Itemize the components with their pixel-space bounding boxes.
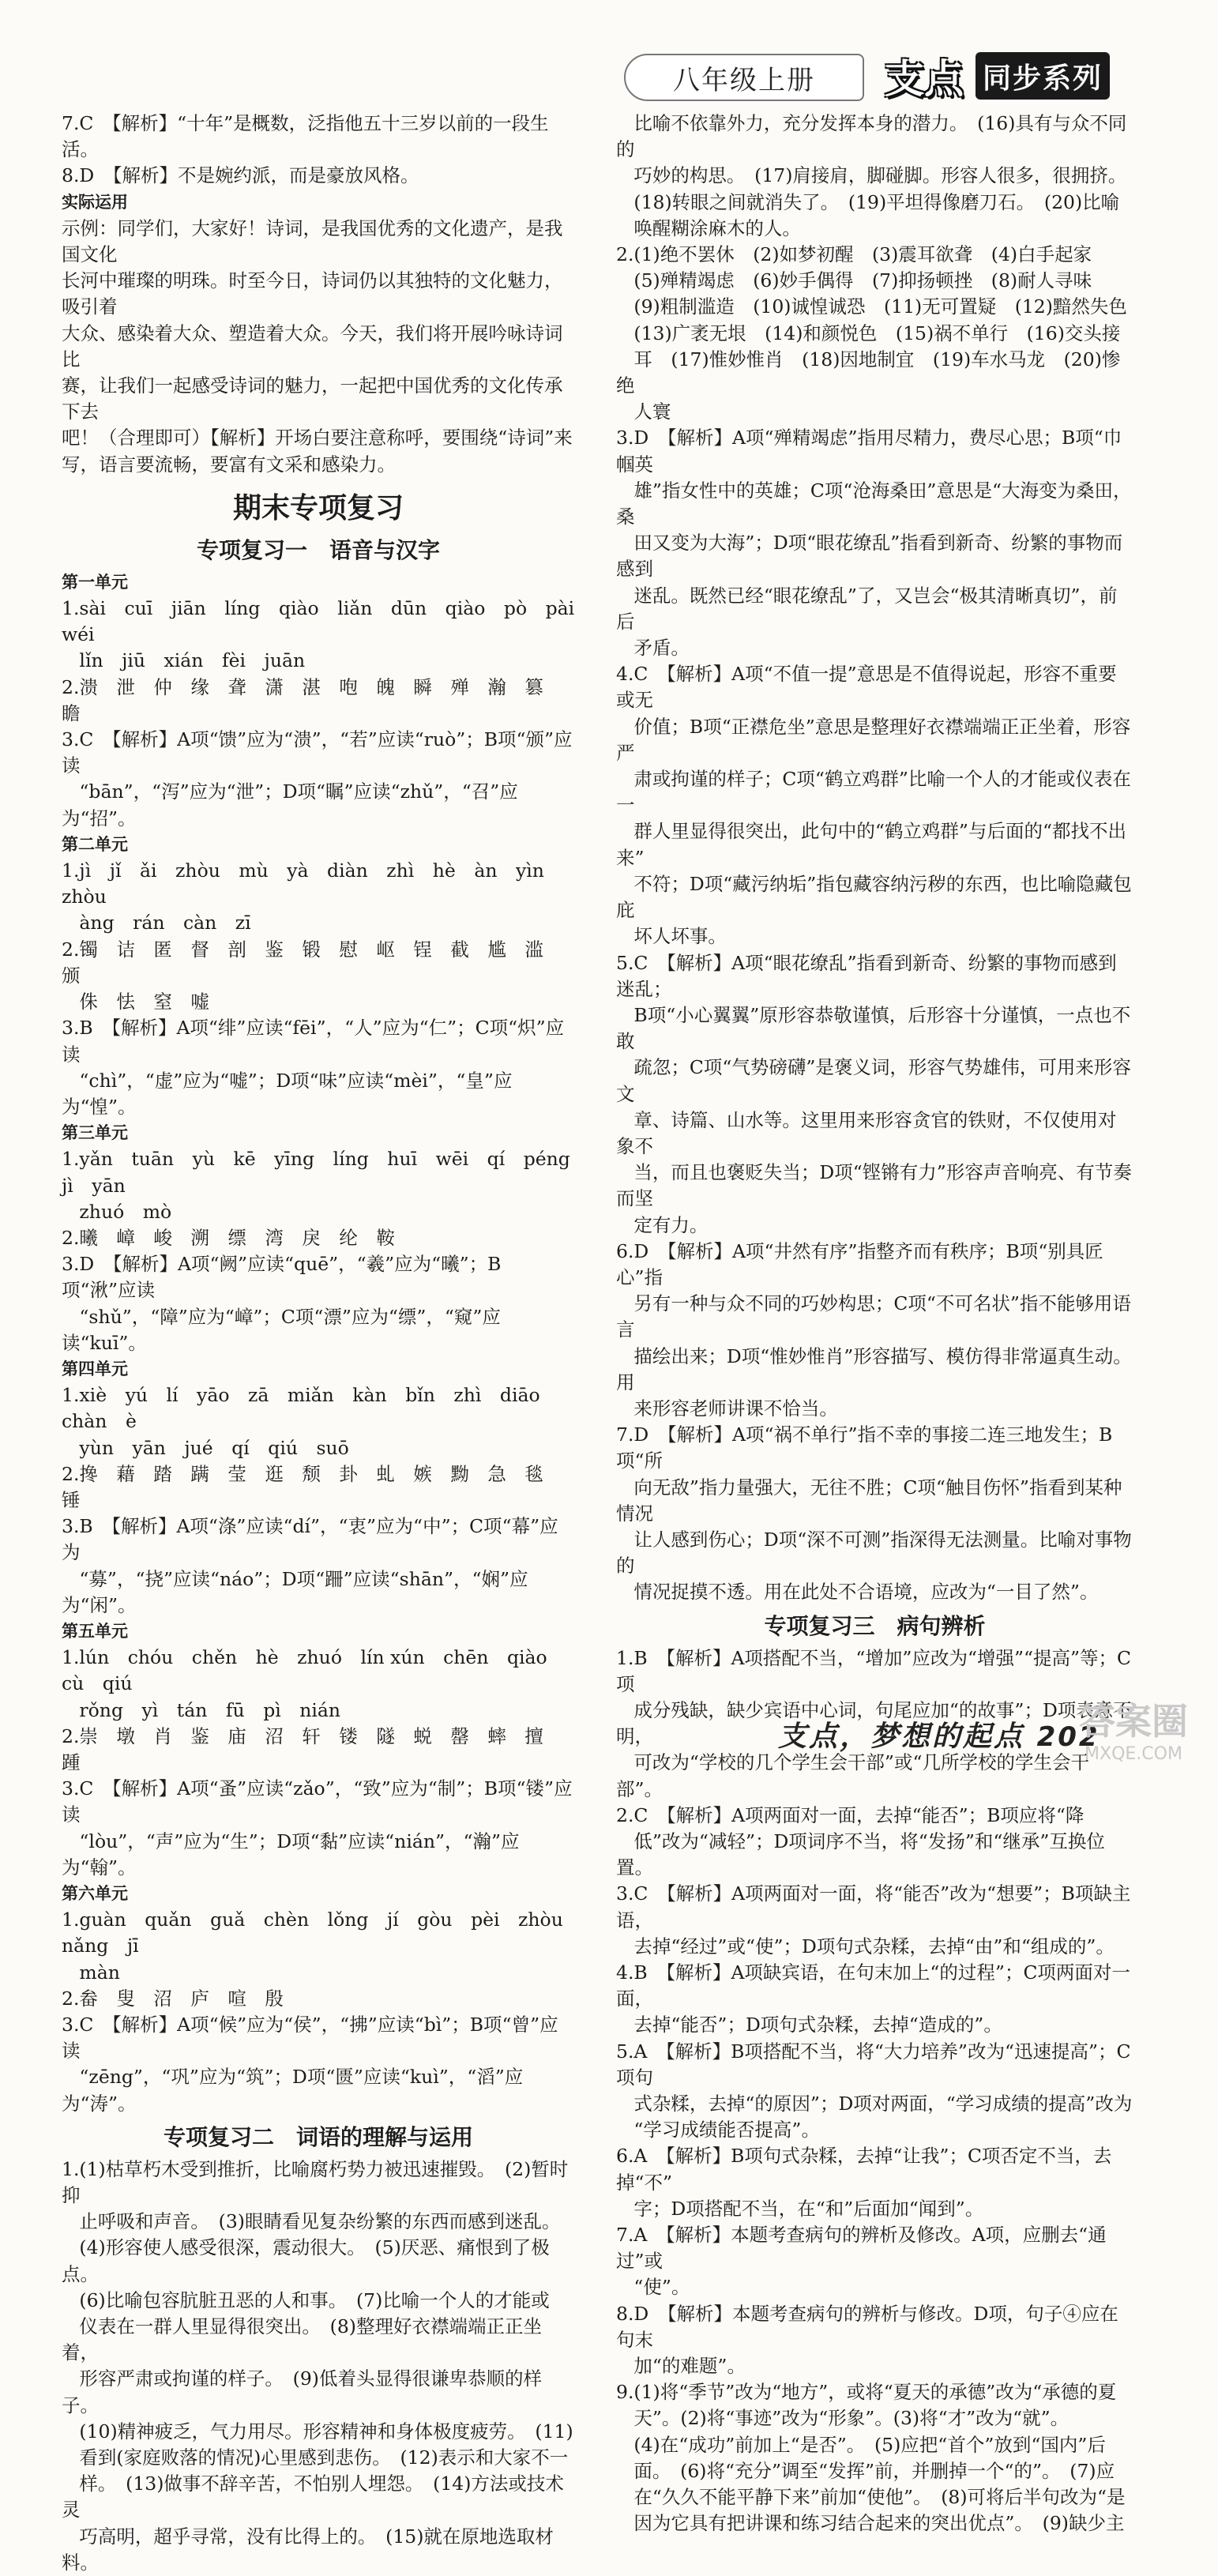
answer-line: 3.C 【解析】A项“蚤”应读“zǎo”，“致”应为“制”；B项“镂”应读 bbox=[62, 1777, 573, 1826]
answer-line: 8.D 【解析】本题考查病句的辨析与修改。D项，句子④应在句末 bbox=[616, 2302, 1118, 2351]
answer-line: 章、诗篇、山水等。这里用来形容贪官的铁财，不仅使用对象不 bbox=[616, 1108, 1117, 1157]
answer-line: 3.C 【解析】A项两面对一面，将“能否”改为“想要”；B项缺主语， bbox=[616, 1882, 1131, 1931]
answer-line: 8.D 【解析】不是婉约派，而是豪放风格。 bbox=[62, 164, 419, 187]
answer-line: 成分残缺，缺少宾语中心词，句尾应加“的故事”；D项表意不明， bbox=[616, 1698, 1132, 1748]
answer-line: 巧妙的构思。 (17)肩接肩，脚碰脚。形容人很多，很拥挤。 bbox=[616, 164, 1127, 187]
unit-heading: 第五单元 bbox=[62, 1621, 128, 1641]
watermark-main: 答案圈 bbox=[1079, 1700, 1188, 1743]
answer-line: zhuó mò bbox=[62, 1200, 172, 1223]
answer-line: 群人里显得很突出，此句中的“鹤立鸡群”与后面的“都找不出来” bbox=[616, 820, 1126, 869]
answer-line: 5.A 【解析】B项搭配不当，将“大力培养”改为“迅速提高”；C项句 bbox=[616, 2040, 1131, 2089]
answer-line: “chì”，“虚”应为“嘘”；D项“味”应读“mèi”，“皇”应为“惶”。 bbox=[62, 1069, 513, 1118]
answer-line: 6.A 【解析】B项句式杂糅，去掉“让我”；C项否定不当，去掉“不” bbox=[616, 2145, 1112, 2194]
answer-line: (18)转眼之间就消失了。 (19)平坦得像磨刀石。 (20)比喻 bbox=[616, 190, 1120, 213]
unit-heading: 第四单元 bbox=[62, 1359, 128, 1378]
answer-line: 加“的难题”。 bbox=[616, 2355, 746, 2378]
answer-line: 1.B 【解析】A项搭配不当，“增加”应改为“增强”“提高”等；C项 bbox=[616, 1646, 1131, 1695]
grade-label: 八年级上册 bbox=[624, 54, 864, 101]
answer-line: 坏人坏事。 bbox=[616, 925, 727, 948]
answer-line: 去掉“经过”或“使”；D项句式杂糅，去掉“由”和“组成的”。 bbox=[616, 1935, 1115, 1957]
unit-heading: 实际运用 bbox=[62, 192, 128, 212]
answer-line: (6)比喻包容肮脏丑恶的人和事。 (7)比喻一个人的才能或 bbox=[62, 2288, 550, 2311]
watermark-site: MXQE.COM bbox=[1085, 1744, 1182, 1764]
answer-line: 1.(1)枯草朽木受到推折，比喻腐朽势力被迅速摧毁。 (2)暂时抑 bbox=[62, 2157, 569, 2207]
answer-line: 低”改为“减轻”；D项词序不当，将“发扬”和“继承”互换位置。 bbox=[616, 1830, 1105, 1879]
answer-line: 1.xiè yú lí yāo zā miǎn kàn bǐn zhì diāo chàn è bbox=[62, 1384, 559, 1433]
answer-line: 当，而且也褒贬失当；D项“铿锵有力”形容声音响亮、有节奏而坚 bbox=[616, 1161, 1132, 1210]
answer-line: 1.sài cuī jiān líng qiào liǎn dūn qiào pò pài wéi bbox=[62, 597, 593, 646]
answer-line: “使”。 bbox=[616, 2276, 690, 2299]
answer-line: 耳 (17)惟妙惟肖 (18)因地制宜 (19)车水马龙 (20)惨绝 bbox=[616, 348, 1121, 397]
answer-line: 描绘出来；D项“惟妙惟肖”形容描写、模仿得非常逼真生动。用 bbox=[616, 1344, 1132, 1393]
answer-line: 形容严肃或拘谨的样子。 (9)低着头显得很谦卑恭顺的样子。 bbox=[62, 2367, 542, 2416]
answer-line: 2.镯 诘 匿 督 剖 鉴 锻 慰 岖 锃 截 尴 滥 颁 bbox=[62, 938, 562, 987]
answer-line: 示例：同学们，大家好！诗词，是我国优秀的文化遗产，是我国文化 bbox=[62, 216, 563, 266]
answer-line: rǒng yì tán fū pì nián bbox=[62, 1698, 341, 1721]
brand-logo: 支点 bbox=[885, 56, 964, 102]
answer-line: 因为它具有把讲课和练习结合起来的突出优点”。 (9)缺少主 bbox=[616, 2512, 1125, 2535]
answer-line: 雄”指女性中的英雄；C项“沧海桑田”意思是“大海变为桑田，桑 bbox=[616, 479, 1132, 528]
answer-line: 6.D 【解析】A项“井然有序”指整齐而有秩序；B项“别具匠心”指 bbox=[616, 1239, 1103, 1288]
answer-line: 3.D 【解析】A项“殚精竭虑”指用尽精力，费尽心思；B项“巾帼英 bbox=[616, 427, 1122, 476]
answer-line: 比喻不依靠外力，充分发挥本身的潜力。 (16)具有与众不同的 bbox=[616, 112, 1127, 161]
answer-line: 2.崇 墩 肖 鉴 庙 沼 轩 镂 隧 蜕 罄 蟀 擅 踵 bbox=[62, 1724, 562, 1773]
answer-line: 去掉“能否”；D项句式杂糅，去掉“造成的”。 bbox=[616, 2014, 1002, 2036]
page-footer bbox=[778, 1714, 1100, 1754]
subsection-title: 专项复习三 病句辨析 bbox=[764, 1612, 986, 1639]
answer-line: 情况捉摸不透。用在此处不合语境，应改为“一目了然”。 bbox=[616, 1581, 1099, 1604]
answer-line: 向无敌”指力量强大，无往不胜；C项“触目伤怀”指看到某种情况 bbox=[616, 1476, 1122, 1525]
answer-line: 矛盾。 bbox=[616, 637, 690, 660]
series-label: 同步系列 bbox=[976, 52, 1110, 100]
subsection-title: 专项复习二 词语的理解与运用 bbox=[163, 2123, 473, 2150]
answer-line: (13)广袤无垠 (14)和颜悦色 (15)祸不单行 (16)交头接 bbox=[616, 322, 1121, 344]
answer-line: yùn yān jué qí qiú suō bbox=[62, 1436, 349, 1459]
answer-line: 长河中璀璨的明珠。时至今日，诗词仍以其独特的文化魅力，吸引着 bbox=[62, 269, 563, 318]
left-column bbox=[62, 111, 593, 2576]
answer-line: 疏忽；C项“气势磅礴”是褒义词，形容气势雄伟，可用来形容文 bbox=[616, 1056, 1131, 1105]
answer-line: 巧高明，超乎寻常，没有比得上的。 (15)就在原地选取材料。 bbox=[62, 2525, 554, 2574]
answer-line: 1.lún chóu chěn hè zhuó lín xún chēn qiào cù qiú bbox=[62, 1646, 566, 1695]
answer-line: 式杂糅，去掉“的原因”；D项对两面，“学习成绩的提高”改为 bbox=[616, 2093, 1133, 2115]
answer-line: (4)在“成功”前加上“是否”。 (5)应把“首个”放到“国内”后 bbox=[616, 2433, 1106, 2456]
answer-line: 7.D 【解析】A项“祸不单行”指不幸的事接二连三地发生；B项“所 bbox=[616, 1423, 1113, 1472]
answer-line: 2.溃 泄 仲 缘 聋 潇 湛 咆 魄 瞬 殚 瀚 篡 瞻 bbox=[62, 675, 562, 724]
answer-line: 面。 (6)将“充分”调至“发挥”前，并删掉一个“的”。 (7)应 bbox=[616, 2459, 1115, 2482]
footer-slogan: 支点，梦想的起点 bbox=[778, 1720, 1025, 1753]
answer-line: 写，语言要流畅，要富有文采和感染力。 bbox=[62, 453, 396, 476]
answer-line: 唤醒糊涂麻木的人。 bbox=[616, 216, 801, 239]
unit-heading: 第六单元 bbox=[62, 1884, 128, 1903]
answer-line: 赛，让我们一起感受诗词的魅力，一起把中国优秀的文化传承下去 bbox=[62, 374, 563, 423]
watermark-logo bbox=[1066, 1698, 1201, 1777]
answer-line: 4.C 【解析】A项“不值一提”意思是不值得说起，形容不重要或无 bbox=[616, 663, 1117, 712]
answer-line: 让人感到伤心；D项“深不可测”指深得无法测量。比喻对事物的 bbox=[616, 1528, 1132, 1578]
answer-line: 仪表在一群人里显得很突出。 (8)整理好衣襟端端正正坐着， bbox=[62, 2315, 542, 2364]
answer-line: “bān”，“泻”应为“泄”；D项“瞩”应读“zhǔ”，“召”应为“招”。 bbox=[62, 780, 518, 829]
answer-line: 字；D项搭配不当，在“和”后面加“闻到”。 bbox=[616, 2197, 984, 2220]
subsection-title: 专项复习一 语音与汉字 bbox=[196, 536, 440, 563]
answer-line: 止呼吸和声音。 (3)眼睛看见复杂纷繁的东西而感到迷乱。 bbox=[62, 2210, 561, 2233]
answer-line: B项“小心翼翼”原形容恭敬谨慎，后形容十分谨慎，一点也不敢 bbox=[616, 1003, 1131, 1053]
answer-line: 田又变为大海”；D项“眼花缭乱”指看到新奇、纷繁的事物而感到 bbox=[616, 532, 1123, 581]
answer-line: 价值；B项“正襟危坐”意思是整理好衣襟端端正正坐着，形容严 bbox=[616, 715, 1131, 764]
answer-line: “lòu”，“声”应为“生”；D项“黏”应读“nián”，“瀚”应为“翰”。 bbox=[62, 1830, 520, 1878]
answer-line: 肃或拘谨的样子；C项“鹤立鸡群”比喻一个人的才能或仪表在一 bbox=[616, 768, 1131, 817]
answer-line: 3.C 【解析】A项“候”应为“侯”，“拂”应读“bì”；B项“曾”应读 bbox=[62, 2014, 558, 2063]
answer-line: “募”，“挠”应读“náo”；D项“跚”应读“shān”，“娴”应为“闲”。 bbox=[62, 1567, 528, 1616]
right-column bbox=[616, 111, 1133, 2537]
answer-line: “学习成绩能否提高”。 bbox=[616, 2119, 820, 2142]
answer-line: 来形容老师讲课不恰当。 bbox=[616, 1397, 838, 1420]
answer-line: 大众、感染着大众、塑造着大众。今天，我们将开展吟咏诗词比 bbox=[62, 322, 563, 370]
answer-line: 天”。(2)将“事迹”改为“形象”。(3)将“才”改为“就”。 bbox=[616, 2407, 1070, 2430]
answer-line: 3.C 【解析】A项“馈”应为“溃”，“若”应读“ruò”；B项“颁”应读 bbox=[62, 728, 573, 777]
page-number: 202 bbox=[1036, 1721, 1100, 1753]
answer-line: “zēng”，“巩”应为“筑”；D项“匮”应读“kuì”，“滔”应为“涛”。 bbox=[62, 2066, 524, 2115]
answer-line: (5)殚精竭虑 (6)妙手偶得 (7)抑扬顿挫 (8)耐人寻味 bbox=[616, 269, 1092, 292]
unit-heading: 第一单元 bbox=[62, 572, 128, 592]
answer-line: 看到(家庭败落的情况)心里感到悲伤。 (12)表示和大家不一 bbox=[62, 2446, 569, 2469]
answer-line: màn bbox=[62, 1961, 120, 1984]
answer-line: 2.畚 叟 沼 庐 喧 殷 bbox=[62, 1987, 284, 2010]
answer-line: 迷乱。既然已经“眼花缭乱”了，又岂会“极其清晰真切”，前后 bbox=[616, 584, 1118, 633]
section-title: 期末专项复习 bbox=[232, 491, 404, 525]
answer-line: 人寰 bbox=[616, 401, 671, 423]
answer-line: 3.D 【解析】A项“阙”应读“quē”，“羲”应为“曦”；B项“湫”应读 bbox=[62, 1253, 502, 1302]
answer-line: 另有一种与众不同的巧妙构思；C项“不可名状”指不能够用语言 bbox=[616, 1292, 1131, 1341]
answer-line: 可改为“学校的几个学生会干部”或“几所学校的学生会干部”。 bbox=[616, 1751, 1089, 1800]
answer-line: 9.(1)将“季节”改为“地方”，或将“夏天的承德”改为“承德的夏 bbox=[616, 2381, 1117, 2404]
unit-heading: 第三单元 bbox=[62, 1123, 128, 1143]
answer-line: “shǔ”，“障”应为“嶂”；C项“漂”应为“缥”，“窥”应读“kuī”。 bbox=[62, 1305, 501, 1354]
unit-heading: 第二单元 bbox=[62, 834, 128, 854]
answer-line: 侏 怯 窒 嘘 bbox=[62, 991, 209, 1013]
answer-line: àng rán càn zī bbox=[62, 912, 251, 935]
answer-line: 3.B 【解析】A项“绯”应读“fēi”，“人”应为“仁”；C项“炽”应读 bbox=[62, 1017, 565, 1066]
answer-line: 2.搀 藉 踏 蹒 莹 逛 颓 卦 虬 嫉 黝 急 毯 锤 bbox=[62, 1462, 562, 1511]
answer-line: 2.C 【解析】A项两面对一面，去掉“能否”；B项应将“降 bbox=[616, 1803, 1085, 1826]
answer-line: 2.曦 嶂 峻 溯 缥 湾 戾 纶 鞍 bbox=[62, 1226, 395, 1249]
answer-line: 1.yǎn tuān yù kē yīng líng huī wēi qí péng jì yān bbox=[62, 1148, 589, 1197]
answer-line: 样。 (13)做事不辞辛苦，不怕别人埋怨。 (14)方法或技术灵 bbox=[62, 2473, 564, 2521]
page-header bbox=[624, 49, 1118, 106]
answer-line: 吧！（合理即可）【解析】开场白要注意称呼，要围绕“诗词”来 bbox=[62, 427, 573, 449]
answer-line: 7.C 【解析】“十年”是概数，泛指他五十三岁以前的一段生活。 bbox=[62, 112, 549, 161]
answer-line: 定有力。 bbox=[616, 1213, 709, 1236]
answer-line: lǐn jiū xián fèi juān bbox=[62, 649, 306, 672]
answer-line: (10)精神疲乏，气力用尽。形容精神和身体极度疲劳。 (11) bbox=[62, 2420, 573, 2442]
answer-line: 3.B 【解析】A项“涤”应读“dí”，“衷”应为“中”；C项“幕”应为 bbox=[62, 1515, 558, 1564]
answer-line: 4.B 【解析】A项缺宾语，在句末加上“的过程”；C项两面对一面， bbox=[616, 1961, 1130, 2010]
answer-line: 7.A 【解析】本题考查病句的辨析及修改。A项，应删去“通过”或 bbox=[616, 2224, 1107, 2273]
answer-line: 1.jì jǐ ǎi zhòu mù yà diàn zhì hè àn yìn zhòu bbox=[62, 859, 563, 908]
answer-line: 在“久久不能平静下来”前加“使他”。 (8)可将后半句改为“是 bbox=[616, 2486, 1126, 2509]
answer-line: 2.(1)绝不罢休 (2)如梦初醒 (3)震耳欲聋 (4)白手起家 bbox=[616, 243, 1092, 266]
answer-line: (9)粗制滥造 (10)诚惶诚恐 (11)无可置疑 (12)黯然失色 bbox=[616, 295, 1127, 318]
answer-line: 1.guàn quǎn guǎ chèn lǒng jí gòu pèi zhòu nǎng jī bbox=[62, 1908, 582, 1957]
answer-line: (4)形容使人感受很深，震动很大。 (5)厌恶、痛恨到了极点。 bbox=[62, 2236, 550, 2285]
answer-line: 5.C 【解析】A项“眼花缭乱”指看到新奇、纷繁的事物而感到迷乱； bbox=[616, 951, 1117, 1000]
answer-line: 不符；D项“藏污纳垢”指包藏容纳污秽的东西，也比喻隐藏包庇 bbox=[616, 872, 1132, 922]
